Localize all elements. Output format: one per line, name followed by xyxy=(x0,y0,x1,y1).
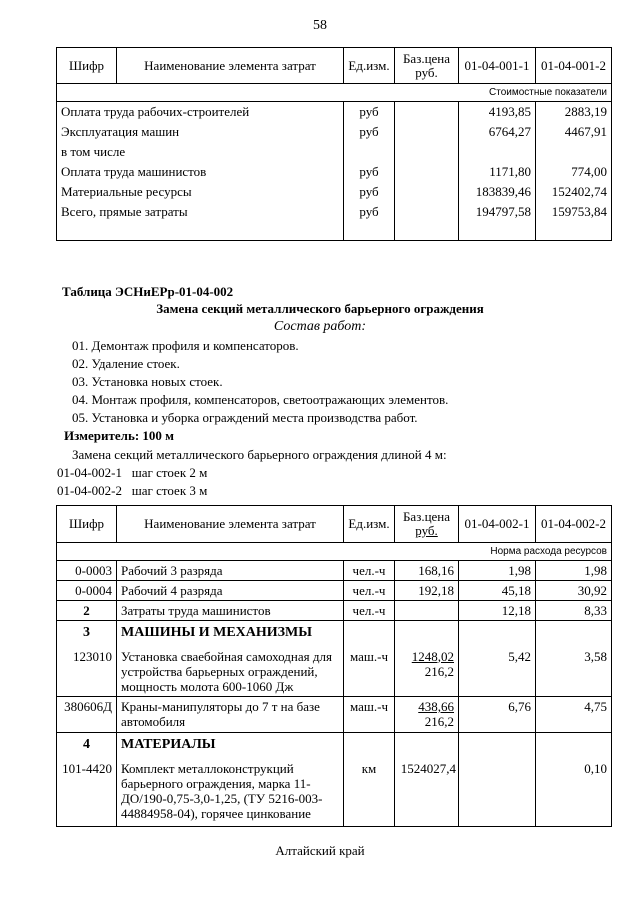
variant-code: 01-04-002-1 xyxy=(57,465,122,480)
group-row: 4 МАТЕРИАЛЫ xyxy=(57,733,612,757)
description: Замена секций металлического барьерного ограждения длиной 4 м: xyxy=(72,447,447,462)
section-label: Норма расхода ресурсов xyxy=(57,543,612,561)
works-title: Состав работ: xyxy=(273,319,367,334)
footer-region: Алтайский край xyxy=(275,843,365,858)
variant-code: 01-04-002-2 xyxy=(57,483,122,498)
work-item: 05. Установка и уборка ограждений места производства работ. xyxy=(72,410,418,425)
col-code-header: Шифр xyxy=(57,48,117,84)
section-row xyxy=(57,543,612,561)
col-variant2-header: 01-04-001-2 xyxy=(536,48,612,84)
table-row: 0-0004 Рабочий 4 разряда чел.-ч 192,18 45,18 30,92 xyxy=(57,581,612,601)
work-item: 01. Демонтаж профиля и компенсаторов. xyxy=(72,338,299,353)
table-row: 101-4420 Комплект металлоконструкций барьерного ограждения, марка 11-ДО/190-0,75-3,0-1,25, (ТУ 5216-003-44884958-04), горячее цинкование км 1524027,4 0,10 xyxy=(57,757,612,827)
work-item: 04. Монтаж профиля, компенсаторов, светоотражающих элементов. xyxy=(72,392,449,407)
variant-text: шаг стоек 2 м xyxy=(131,465,208,480)
col-variant1-header: 01-04-002-1 xyxy=(459,506,536,543)
table-row: Всего, прямые затраты руб 194797,58 159753,84 xyxy=(57,202,612,222)
table-row: 2 Затраты труда машинистов чел.-ч 12,18 8,33 xyxy=(57,601,612,621)
table-row: Оплата труда машинистов руб 1171,80 774,00 xyxy=(57,162,612,182)
col-variant1-header: 01-04-001-1 xyxy=(459,48,536,84)
section-label: Стоимостные показатели xyxy=(57,84,612,102)
table-header xyxy=(57,506,612,543)
section-row xyxy=(57,84,612,102)
work-item: 02. Удаление стоек. xyxy=(72,356,180,371)
cost-table xyxy=(56,47,612,241)
table-row: 123010 Установка сваебойная самоходная для устройства барьерных ограждений, мощность молота 600-1060 Дж маш.-ч 1248,02 216,2 5,42 3,58 xyxy=(57,645,612,697)
table-title: Таблица ЭСНиЕРр-01-04-002 xyxy=(62,284,234,299)
resource-table xyxy=(56,505,612,827)
col-code-header: Шифр xyxy=(57,506,117,543)
variant-line xyxy=(57,483,207,499)
table-row: 380606Д Краны-манипуляторы до 7 т на базе автомобиля маш.-ч 438,66 216,2 6,76 4,75 xyxy=(57,697,612,733)
variant-text: шаг стоек 3 м xyxy=(131,483,208,498)
page-number: 58 xyxy=(313,18,327,33)
col-name-header: Наименование элемента затрат xyxy=(117,506,344,543)
work-item: 03. Установка новых стоек. xyxy=(72,374,223,389)
table-row: в том числе xyxy=(57,142,612,162)
subtitle: Замена секций металлического барьерного ограждения xyxy=(156,301,484,316)
col-price-header: Баз.цена руб. xyxy=(395,48,459,84)
col-price-header: Баз.цена руб. xyxy=(395,506,459,543)
col-unit-header: Ед.изм. xyxy=(344,506,395,543)
table-header xyxy=(57,48,612,84)
table-row: 0-0003 Рабочий 3 разряда чел.-ч 168,16 1,98 1,98 xyxy=(57,561,612,581)
variant-line xyxy=(57,465,207,481)
col-name-header: Наименование элемента затрат xyxy=(117,48,344,84)
group-row: 3 МАШИНЫ И МЕХАНИЗМЫ xyxy=(57,621,612,645)
col-unit-header: Ед.изм. xyxy=(344,48,395,84)
table-row: Эксплуатация машин руб 6764,27 4467,91 xyxy=(57,122,612,142)
table-row: Материальные ресурсы руб 183839,46 152402,74 xyxy=(57,182,612,202)
table-row: Оплата труда рабочих-строителей руб 4193,85 2883,19 xyxy=(57,102,612,123)
meter: Измеритель: 100 м xyxy=(64,428,175,443)
col-variant2-header: 01-04-002-2 xyxy=(536,506,612,543)
